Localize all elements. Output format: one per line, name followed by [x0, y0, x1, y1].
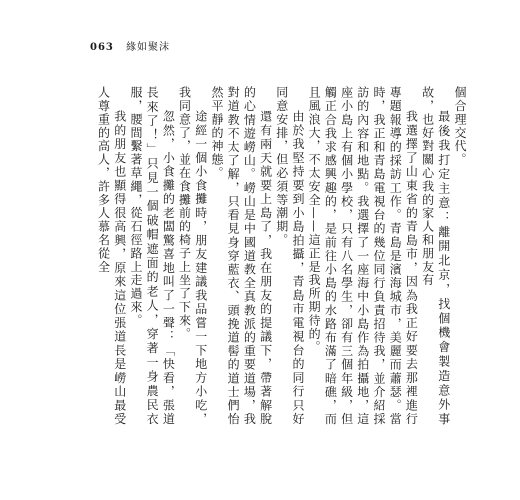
paragraph: 由於我堅持要到小島拍攝，青島市電視台的同行只好同意安排，但必須等潮期。	[274, 86, 305, 426]
body-text	[68, 86, 468, 426]
paragraph: 最後我打定主意：離開北京，找個機會製造意外事故，也好對關心我的家人和朋友有	[420, 86, 451, 426]
page-number: 063	[90, 42, 114, 53]
running-title: 緣如聚沫	[126, 42, 171, 53]
paragraph: 我的朋友也顯得很高興，原來這位張道長是嶗山最受人尊重的高人，許多人慕名從全	[96, 86, 127, 426]
paragraph: 還有兩天就要上島了，我在朋友的提議下，帶著解脫的心情遊嶗山。嶗山是中國道教全真教派的重要道場，我對道教不太了解，只看見身穿藍衣、頭挽道髻的道士們怡然平靜的神態。	[209, 86, 273, 426]
page-header	[90, 38, 170, 53]
paragraph: 個合理交代。	[453, 86, 467, 167]
paragraph: 忽然，小食攤的老闆驚喜地叫了一聲：「快看，張道長來了！」只見一個破帽遮面的老人，穿著一身農民衣服，腰間繫著草繩，從石徑路上走過來。	[128, 86, 176, 426]
paragraph: 途經一個小食攤時，朋友建議我品嘗一下地方小吃，我同意了，並在食攤前的椅子上坐了下來。	[177, 86, 208, 426]
paragraph: 我選擇了山東省的青島市，因為我正好要去那裡進行專題報導的採訪工作。青島是濱海城市，美麗而蕭瑟。當時，我正和青島電視台的幾位同行負責招待我，並介紹採訪的內容和地點。我選擇了一座海中小島作為拍攝地，這座小島上有個小學校，只有八名學生，卻有三個年級，但觸正合我求感興趣的，是前往小島的水路布滿了暗礁，而且風浪大，不太安全——這正是我所期待的。	[307, 86, 419, 426]
